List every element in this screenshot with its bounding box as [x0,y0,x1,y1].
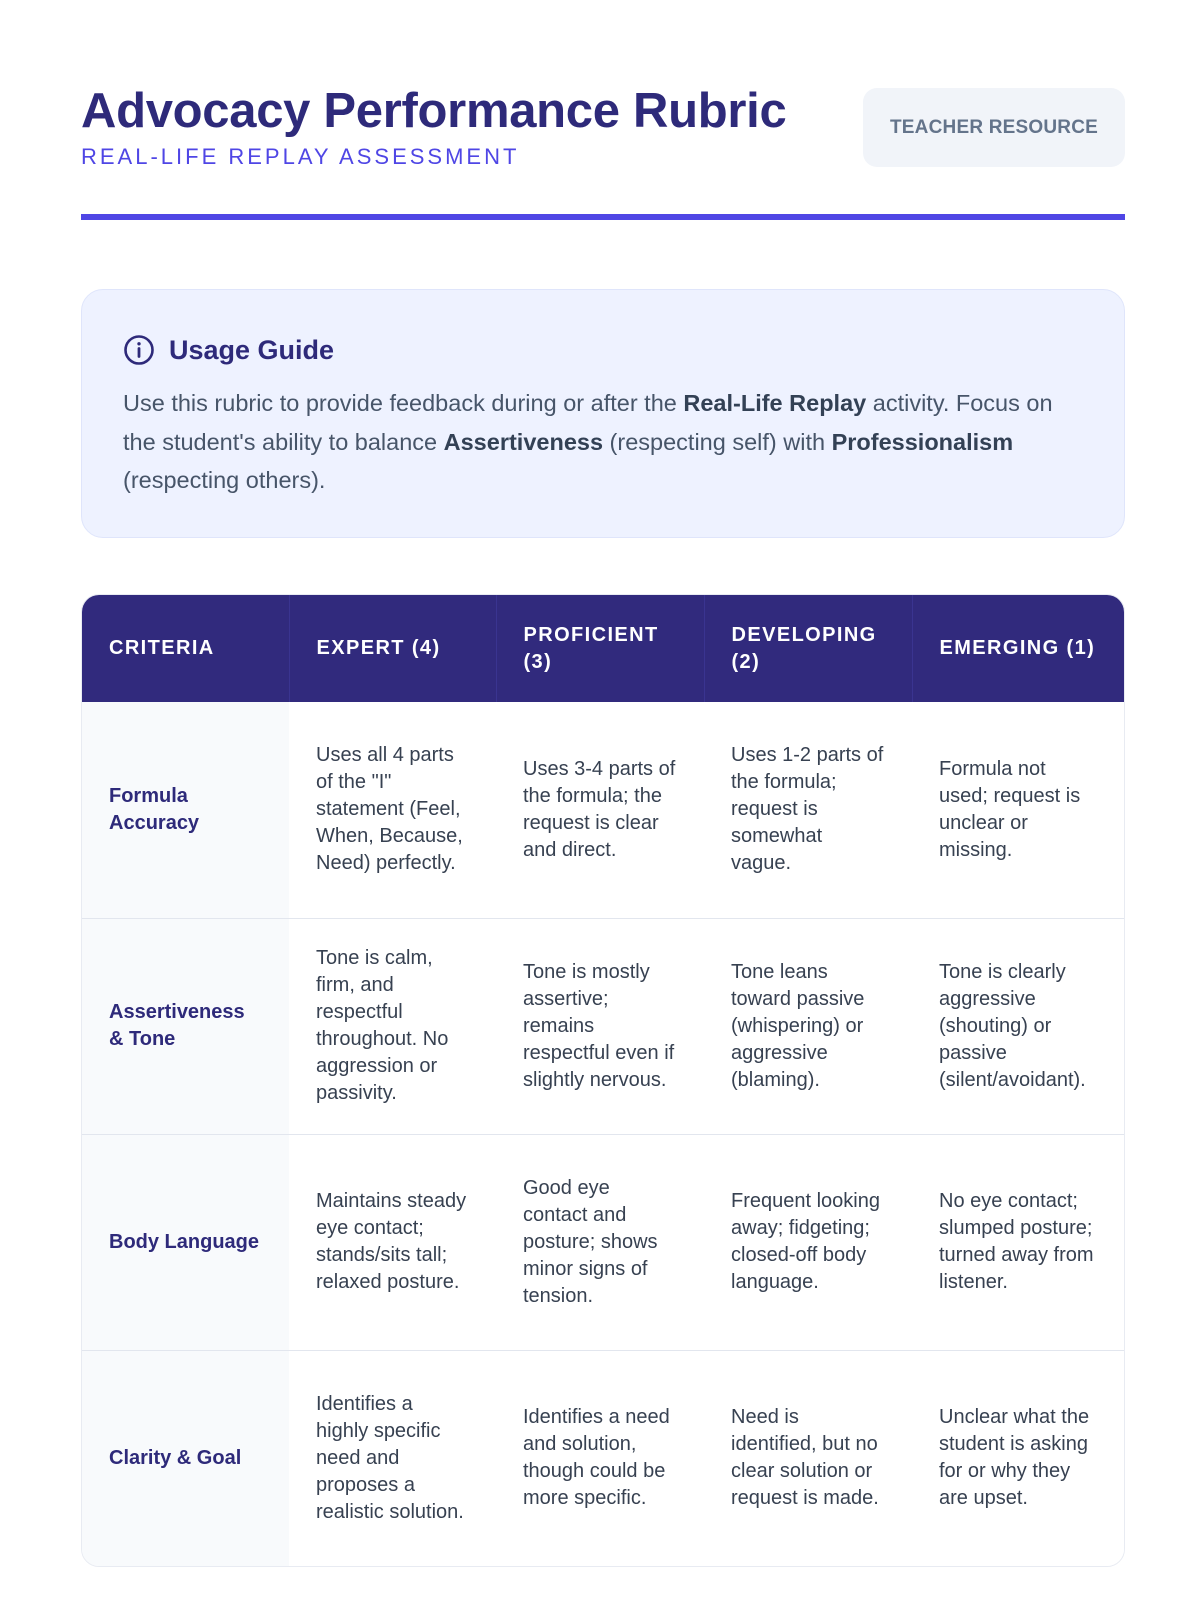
info-icon [123,334,155,366]
guide-text-part: activity. Focus on the student's ability to balance [123,390,1053,455]
table-row [82,1134,1125,1350]
developing-cell: Uses 1-2 parts of the formula; request is somewhat vague. [704,702,912,918]
guide-bold-assertiveness: Assertiveness [443,428,604,455]
header-expert: EXPERT (4) [289,595,496,702]
usage-guide-header [123,332,1083,368]
table-row [82,1350,1125,1566]
developing-cell: Tone leans toward passive (whispering) or aggressive (blaming). [704,918,912,1134]
proficient-cell: Good eye contact and posture; shows minor signs of tension. [496,1134,704,1350]
header-proficient: PROFICIENT (3) [496,595,704,702]
page-title: Advocacy Performance Rubric [81,84,787,138]
expert-cell: Uses all 4 parts of the "I" statement (Feel, When, Because, Need) perfectly. [289,702,496,918]
criteria-cell: Clarity & Goal [82,1350,289,1566]
header-developing: DEVELOPING (2) [704,595,912,702]
proficient-cell: Uses 3-4 parts of the formula; the request is clear and direct. [496,702,704,918]
table-row [82,702,1125,918]
emerging-cell: Formula not used; request is unclear or missing. [912,702,1125,918]
rubric-table-container [81,594,1125,1567]
guide-text-part: (respecting self) with [603,428,832,455]
table-header-row [82,595,1125,702]
emerging-cell: Tone is clearly aggressive (shouting) or passive (silent/avoidant). [912,918,1125,1134]
guide-text-part: Use this rubric to provide feedback during or after the [123,390,684,416]
criteria-cell: Formula Accuracy [82,702,289,918]
developing-cell: Frequent looking away; fidgeting; closed-off body language. [704,1134,912,1350]
header-emerging: EMERGING (1) [912,595,1125,702]
emerging-cell: Unclear what the student is asking for or why they are upset. [912,1350,1125,1566]
expert-cell: Maintains steady eye contact; stands/sits tall; relaxed posture. [289,1134,496,1350]
page-header [81,84,1125,174]
proficient-cell: Tone is mostly assertive; remains respectful even if slightly nervous. [496,918,704,1134]
proficient-cell: Identifies a need and solution, though could be more specific. [496,1350,704,1566]
guide-bold-professionalism: Professionalism [831,428,1014,455]
teacher-resource-badge: TEACHER RESOURCE [863,88,1125,167]
header-divider [81,214,1125,220]
developing-cell: Need is identified, but no clear solution or request is made. [704,1350,912,1566]
page-subtitle: REAL-LIFE REPLAY ASSESSMENT [81,144,520,169]
usage-guide-panel [81,289,1125,538]
header-criteria: CRITERIA [82,595,289,702]
guide-bold-activity: Real-Life Replay [683,390,867,416]
guide-text-part: (respecting others). [123,467,326,493]
expert-cell: Identifies a highly specific need and proposes a realistic solution. [289,1350,496,1566]
rubric-table [82,595,1125,1566]
criteria-cell: Assertiveness & Tone [82,918,289,1134]
table-row [82,918,1125,1134]
expert-cell: Tone is calm, firm, and respectful throughout. No aggression or passivity. [289,918,496,1134]
emerging-cell: No eye contact; slumped posture; turned away from listener. [912,1134,1125,1350]
usage-guide-title: Usage Guide [169,334,335,365]
criteria-cell: Body Language [82,1134,289,1350]
usage-guide-text [123,384,1083,500]
